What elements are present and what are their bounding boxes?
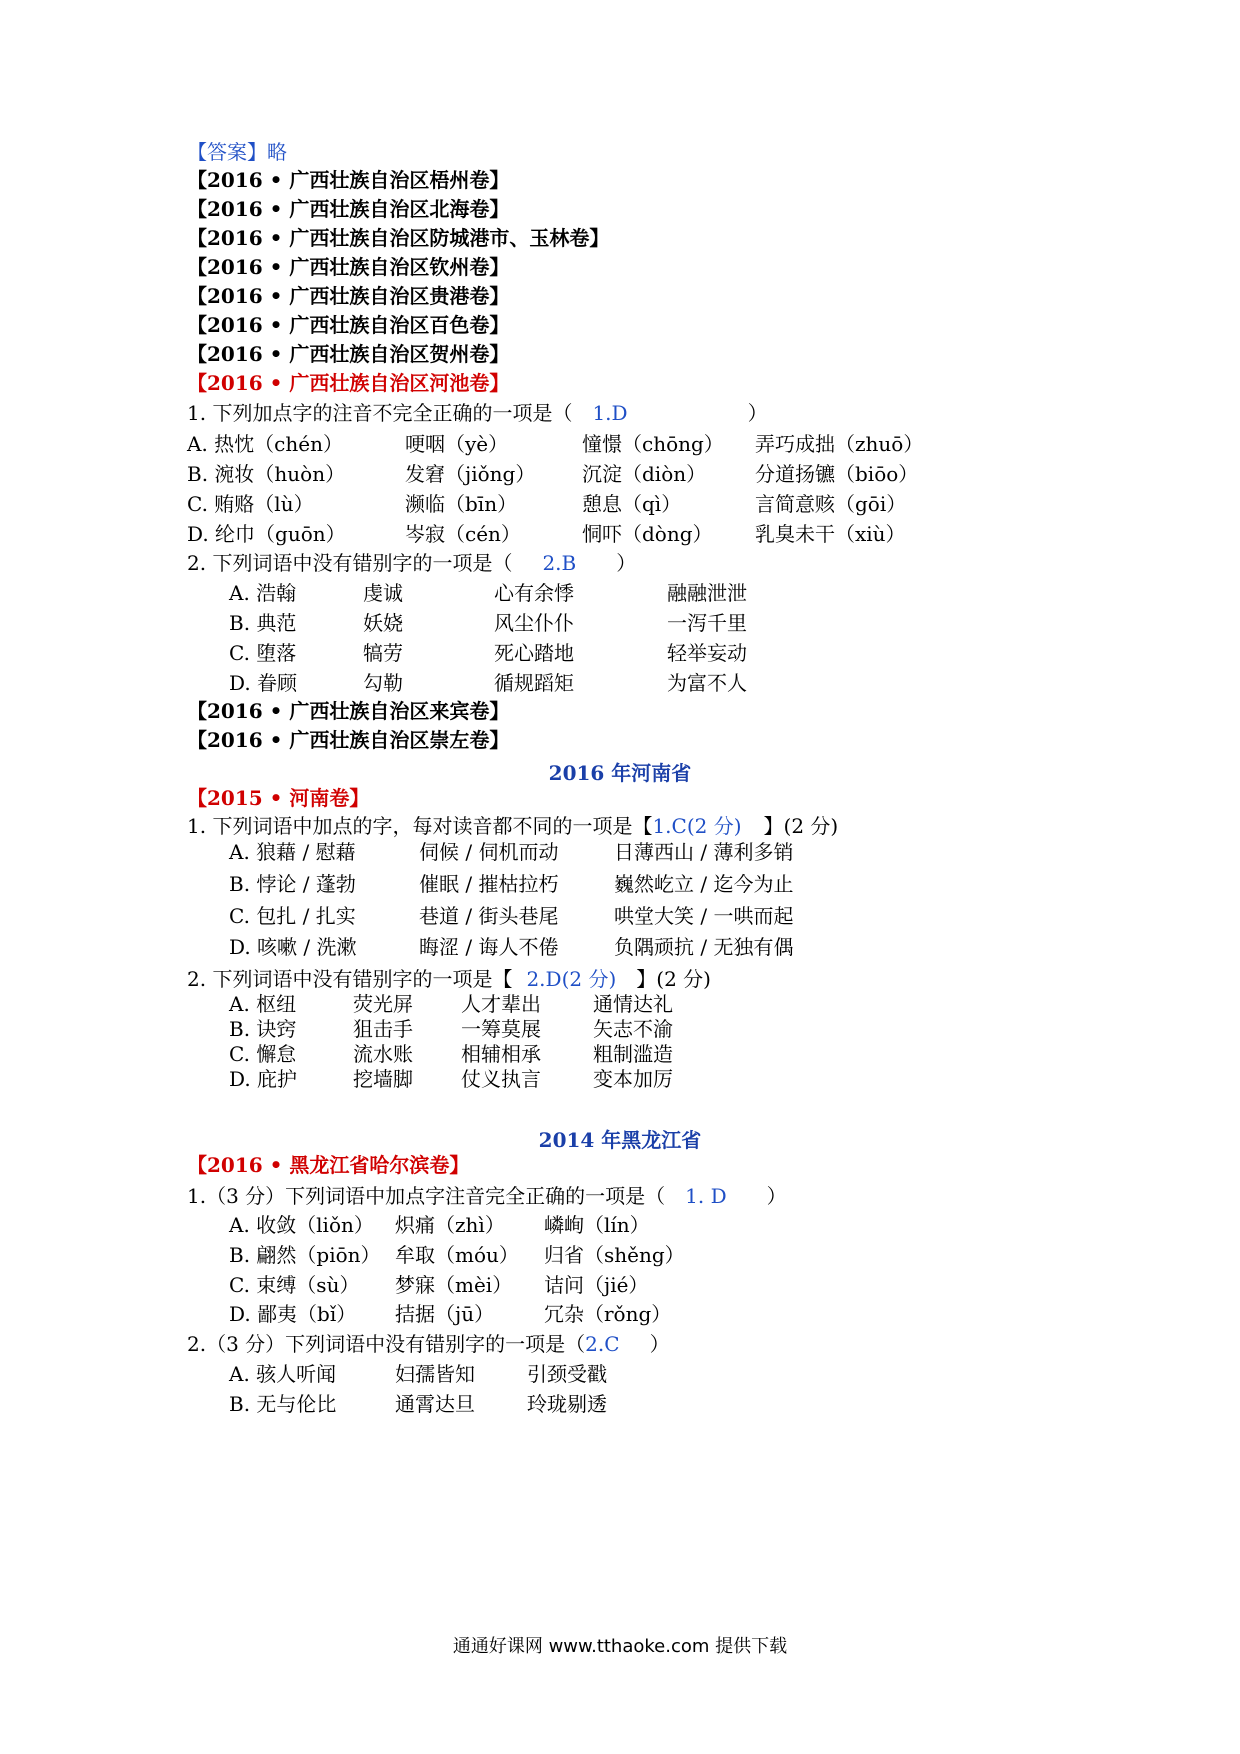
option-row: A. 收敛（liǒn） 炽痛（zhì） 嶙峋（lín） [229,1213,650,1237]
option-row: A. 狼藉 / 慰藉 伺候 / 伺机而动 日薄西山 / 薄利多销 [229,840,794,864]
answer-line [187,140,287,164]
option-row: A. 浩翰 虔诚 心有余悸 融融泄泄 [229,581,747,605]
option-row: B. 涴妆（huòn） 发窘（jiǒng） 沉淀（diòn） 分道扬镳（biōo） [187,462,919,486]
option-row: B. 悖论 / 蓬勃 催眠 / 摧枯拉朽 巍然屹立 / 迄今为止 [229,872,794,896]
section-header: 【2016 • 广西壮族自治区防城港市、玉林卷】 [187,226,610,250]
section-header-active: 【2016 • 黑龙江省哈尔滨卷】 [187,1153,470,1177]
answer-value: 1.C(2 分) [652,814,742,838]
option-row: D. 眷顾 勾勒 循规蹈矩 为富不人 [229,671,747,695]
option-row: A. 枢纽 荧光屏 人才辈出 通情达礼 [229,992,673,1016]
option-row: C. 懈怠 流水账 相辅相承 粗制滥造 [229,1042,673,1066]
answer-value: 1. D [685,1184,727,1208]
answer-value: 2.C [585,1332,620,1356]
question-stem: 2.（3 分）下列词语中没有错别字的一项是（2.C ） [187,1332,670,1356]
question-stem: 1.（3 分）下列词语中加点字注音完全正确的一项是（ 1. D ） [187,1184,787,1208]
question-stem: 1. 下列加点字的注音不完全正确的一项是（ 1.D ） [187,401,768,425]
answer-text: 略 [267,140,287,164]
section-header-active: 【2016 • 广西壮族自治区河池卷】 [187,371,510,395]
question-stem: 2. 下列词语中没有错别字的一项是（ 2.B ） [187,551,637,575]
option-row: A. 骇人听闻 妇孺皆知 引颈受戳 [229,1362,607,1386]
page-footer: 通通好课网 www.tthaoke.com 提供下载 [452,1636,788,1657]
option-row: D. 庇护 挖墙脚 仗义执言 变本加厉 [229,1067,673,1091]
section-header: 【2016 • 广西壮族自治区百色卷】 [187,313,510,337]
section-header: 【2016 • 广西壮族自治区贵港卷】 [187,284,510,308]
answer-value: 1.D [592,401,628,425]
section-header: 【2016 • 广西壮族自治区来宾卷】 [187,699,510,723]
province-title: 2014 年黑龙江省 [538,1128,702,1152]
question-stem: 1. 下列词语中加点的字，每对读音都不同的一项是【1.C(2 分) 】(2 分) [187,814,839,838]
section-header: 【2016 • 广西壮族自治区北海卷】 [187,197,510,221]
section-header-active: 【2015 • 河南卷】 [187,786,370,810]
province-title: 2016 年河南省 [548,761,692,785]
option-row: D. 鄙夷（bǐ） 拮据（jū） 冗杂（rǒng） [229,1302,672,1326]
option-row: B. 诀窍 狙击手 一筹莫展 矢志不渝 [229,1017,673,1041]
option-row: C. 包扎 / 扎实 巷道 / 街头巷尾 哄堂大笑 / 一哄而起 [229,904,794,928]
option-row: C. 堕落 犒劳 死心踏地 轻举妄动 [229,641,747,665]
option-row: B. 典范 妖娆 风尘仆仆 一泻千里 [229,611,747,635]
answer-value: 2.D(2 分) [526,967,617,991]
answer-value: 2.B [542,551,577,575]
option-row: C. 束缚（sù） 梦寐（mèi） 诘问（jié） [229,1273,649,1297]
section-header: 【2016 • 广西壮族自治区崇左卷】 [187,728,510,752]
section-header: 【2016 • 广西壮族自治区贺州卷】 [187,342,510,366]
option-row: D. 纶巾（guōn） 岑寂（cén） 恫吓（dòng） 乳臭未干（xiù） [187,522,906,546]
option-row: A. 热忱（chén） 哽咽（yè） 憧憬（chōng） 弄巧成拙（zhuō） [187,432,924,456]
question-stem: 2. 下列词语中没有错别字的一项是【 2.D(2 分) 】(2 分) [187,967,711,991]
option-row: B. 无与伦比 通霄达旦 玲珑剔透 [229,1392,607,1416]
answer-label: 【答案】 [187,140,267,164]
option-row: D. 咳嗽 / 洗漱 晦涩 / 诲人不倦 负隅顽抗 / 无独有偶 [229,935,794,959]
section-header: 【2016 • 广西壮族自治区梧州卷】 [187,168,510,192]
section-header: 【2016 • 广西壮族自治区钦州卷】 [187,255,510,279]
option-row: B. 翩然（piōn） 牟取（móu） 归省（shěng） [229,1243,685,1267]
option-row: C. 贿赂（lù） 濒临（bīn） 憩息（qì） 言简意赅（gōi） [187,492,907,516]
